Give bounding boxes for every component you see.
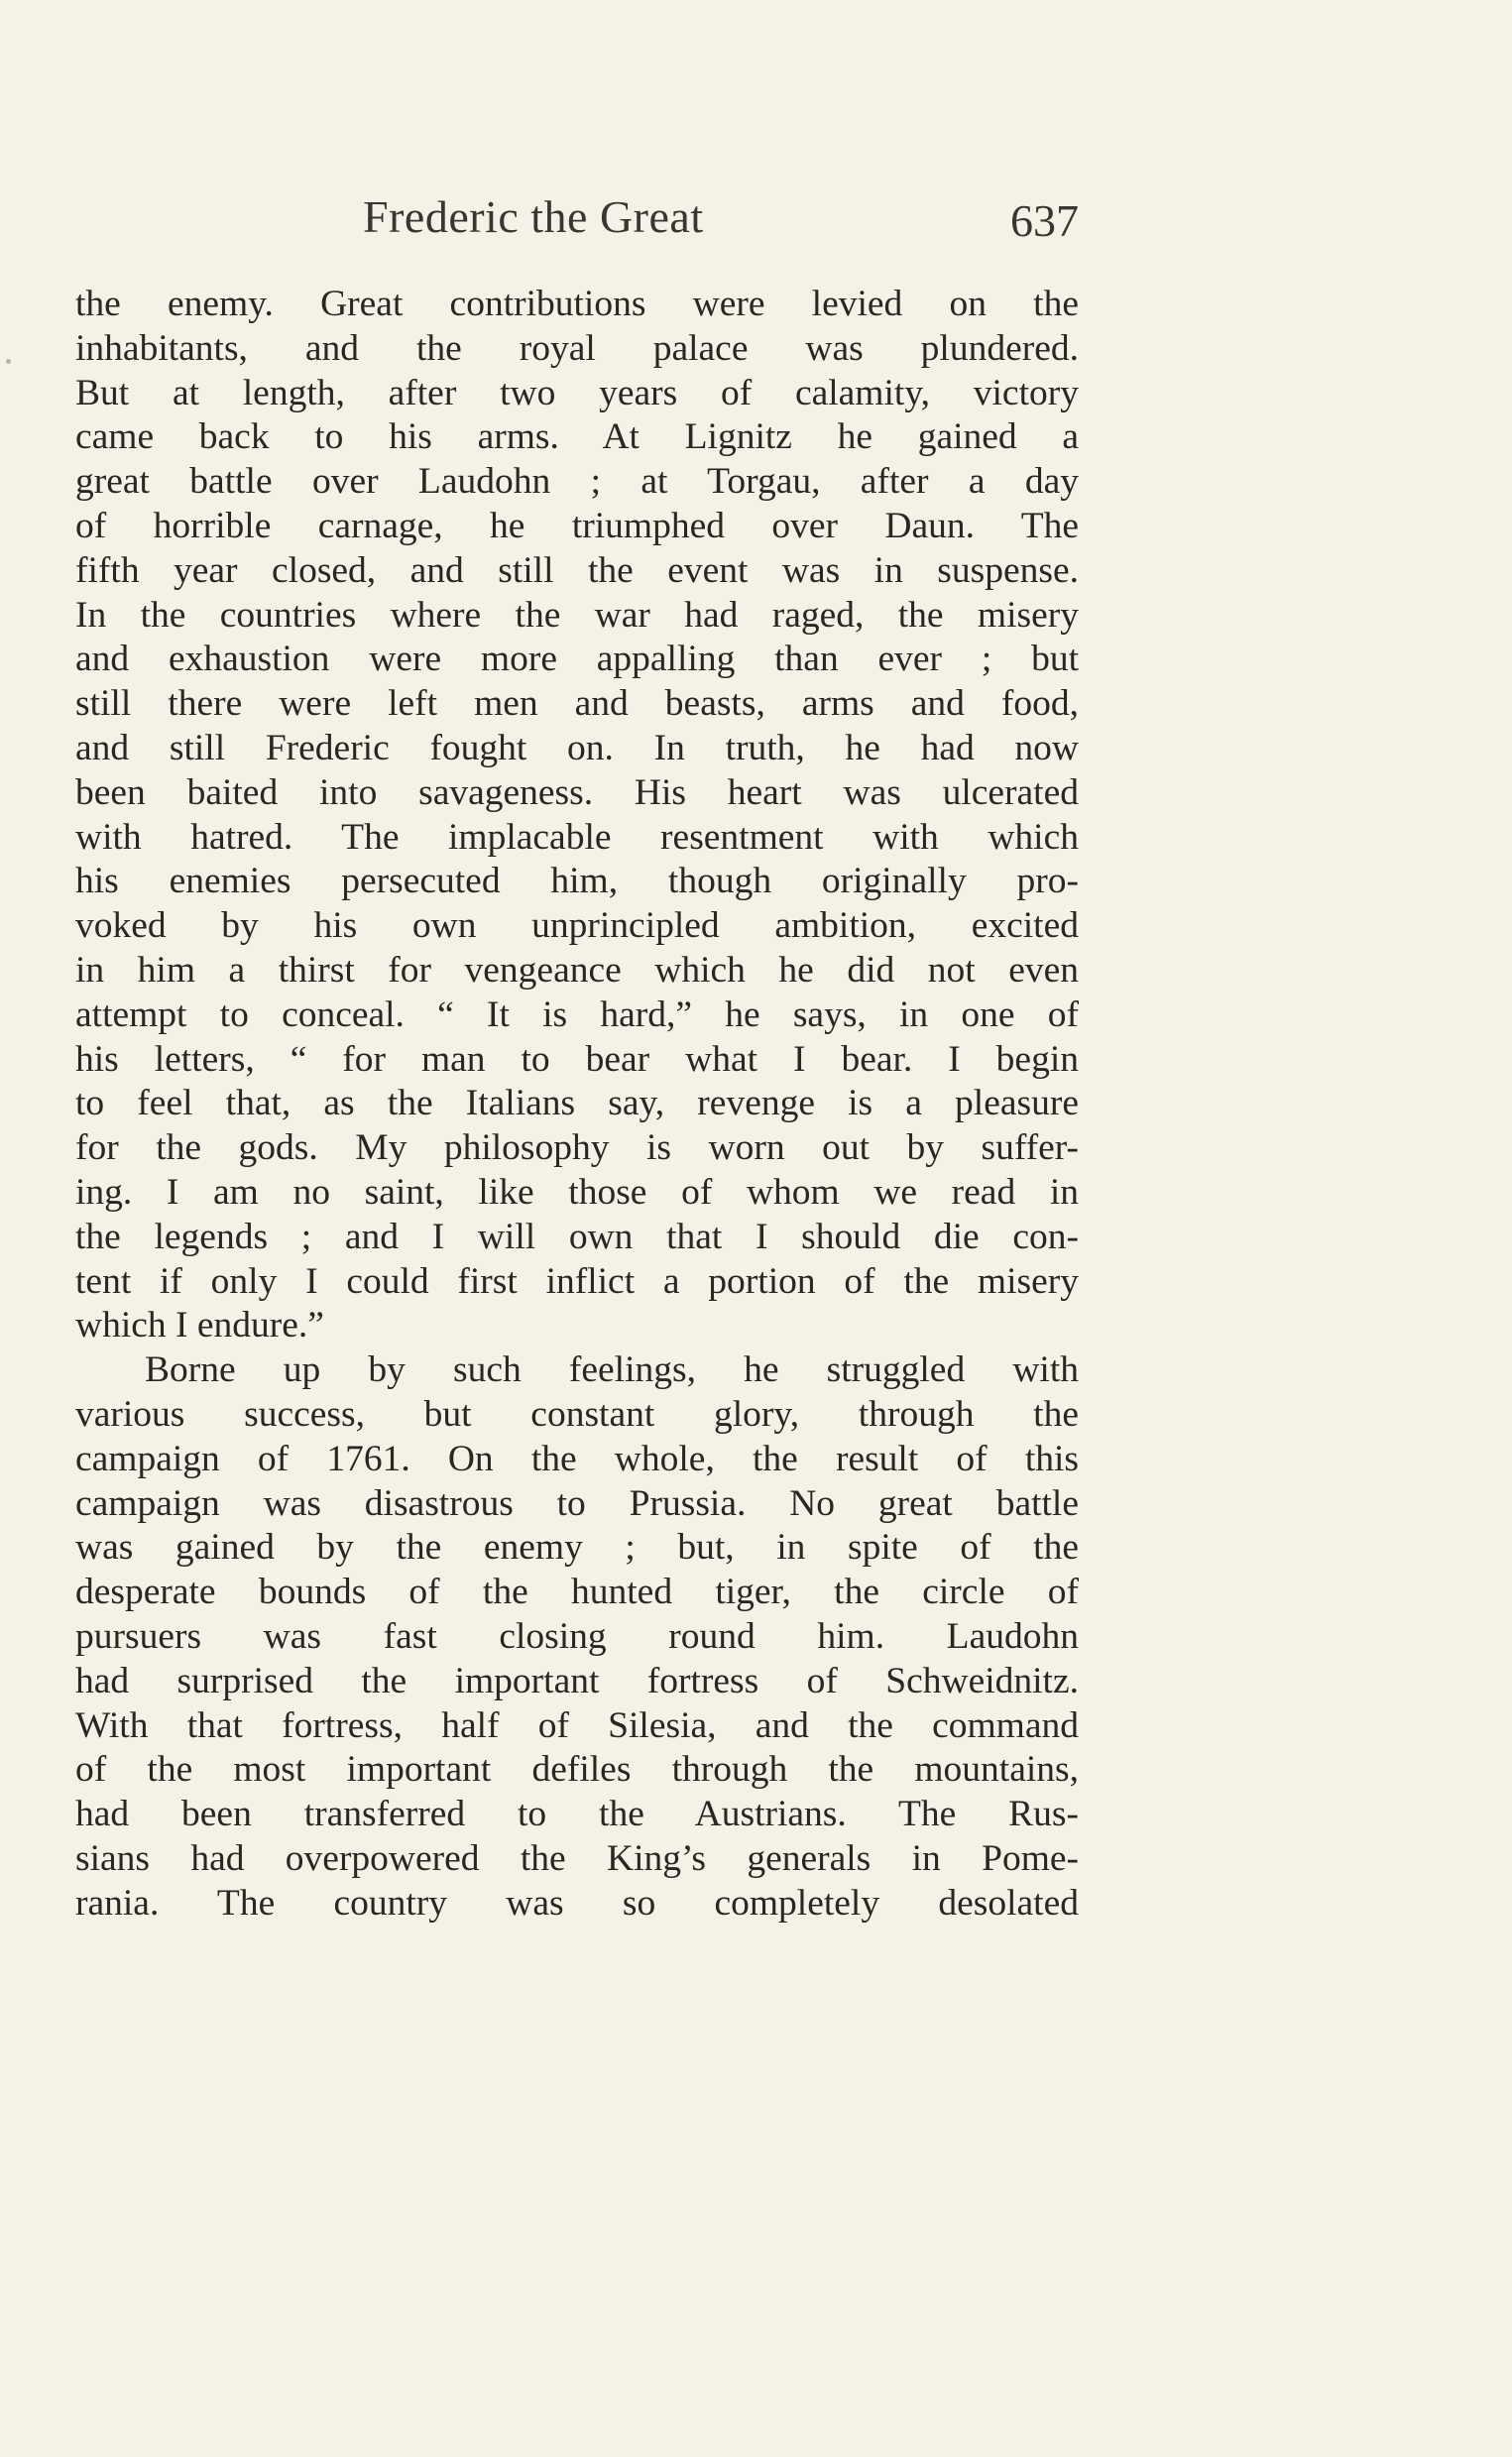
text-line: had surprised the important fortress of Schweidnitz.: [75, 1660, 1079, 1701]
margin-speck: [6, 359, 11, 364]
text-line: his enemies persecuted him, though originally pro-: [75, 861, 1079, 902]
text-line: ing. I am no saint, like those of whom we read in: [75, 1171, 1079, 1213]
paragraph-end-line: which I endure.”: [75, 1305, 324, 1346]
text-line: for the gods. My philosophy is worn out by suffer-: [75, 1127, 1079, 1169]
text-line: pursuers was fast closing round him. Laudohn: [75, 1615, 1079, 1657]
text-line: and exhaustion were more appalling than ever ; but: [75, 639, 1079, 680]
text-line: But at length, after two years of calamity, victory: [75, 372, 1079, 413]
running-title: Frederic the Great: [363, 191, 704, 242]
text-line: various success, but constant glory, through the: [75, 1393, 1079, 1435]
text-line: rania. The country was so completely desolated: [75, 1882, 1079, 1924]
text-line: inhabitants, and the royal palace was plundered.: [75, 327, 1079, 369]
text-line: fifth year closed, and still the event was in suspense.: [75, 549, 1079, 591]
text-line: been baited into savageness. His heart was ulcerated: [75, 771, 1079, 813]
text-line: great battle over Laudohn ; at Torgau, after a day: [75, 461, 1079, 503]
text-line: the legends ; and I will own that I should die con-: [75, 1216, 1079, 1257]
text-line: the enemy. Great contributions were levied on the: [75, 284, 1079, 324]
text-line: attempt to conceal. “ It is hard,” he says, in one of: [75, 994, 1079, 1035]
text-line: to feel that, as the Italians say, revenge is a pleasure: [75, 1083, 1079, 1124]
text-line: and still Frederic fought on. In truth, he had now: [75, 727, 1079, 768]
text-line: campaign was disastrous to Prussia. No great battle: [75, 1482, 1079, 1524]
paragraph-start-line: Borne up by such feelings, he struggled with: [145, 1349, 1079, 1391]
text-line: with hatred. The implacable resentment with which: [75, 816, 1079, 858]
text-line: tent if only I could first inflict a portion of the misery: [75, 1260, 1079, 1302]
text-line: In the countries where the war had raged, the misery: [75, 594, 1079, 636]
text-line: his letters, “ for man to bear what I bear. I begin: [75, 1038, 1079, 1080]
body-text: [75, 283, 1079, 1926]
text-line: had been transferred to the Austrians. The Rus-: [75, 1794, 1079, 1835]
text-line: in him a thirst for vengeance which he did not even: [75, 949, 1079, 991]
running-head: [75, 190, 1079, 260]
page-number: 637: [1010, 195, 1079, 246]
text-line: of horrible carnage, he triumphed over Daun. The: [75, 505, 1079, 546]
text-line: With that fortress, half of Silesia, and the command: [75, 1704, 1079, 1746]
text-line: came back to his arms. At Lignitz he gained a: [75, 416, 1079, 458]
text-line: voked by his own unprincipled ambition, excited: [75, 905, 1079, 947]
text-line: campaign of 1761. On the whole, the result of this: [75, 1438, 1079, 1479]
text-line: of the most important defiles through the mountains,: [75, 1749, 1079, 1791]
text-line: still there were left men and beasts, arms and food,: [75, 683, 1079, 725]
text-line: sians had overpowered the King’s generals in Pome-: [75, 1837, 1079, 1879]
text-line: desperate bounds of the hunted tiger, the circle of: [75, 1572, 1079, 1613]
text-line: was gained by the enemy ; but, in spite of the: [75, 1527, 1079, 1569]
